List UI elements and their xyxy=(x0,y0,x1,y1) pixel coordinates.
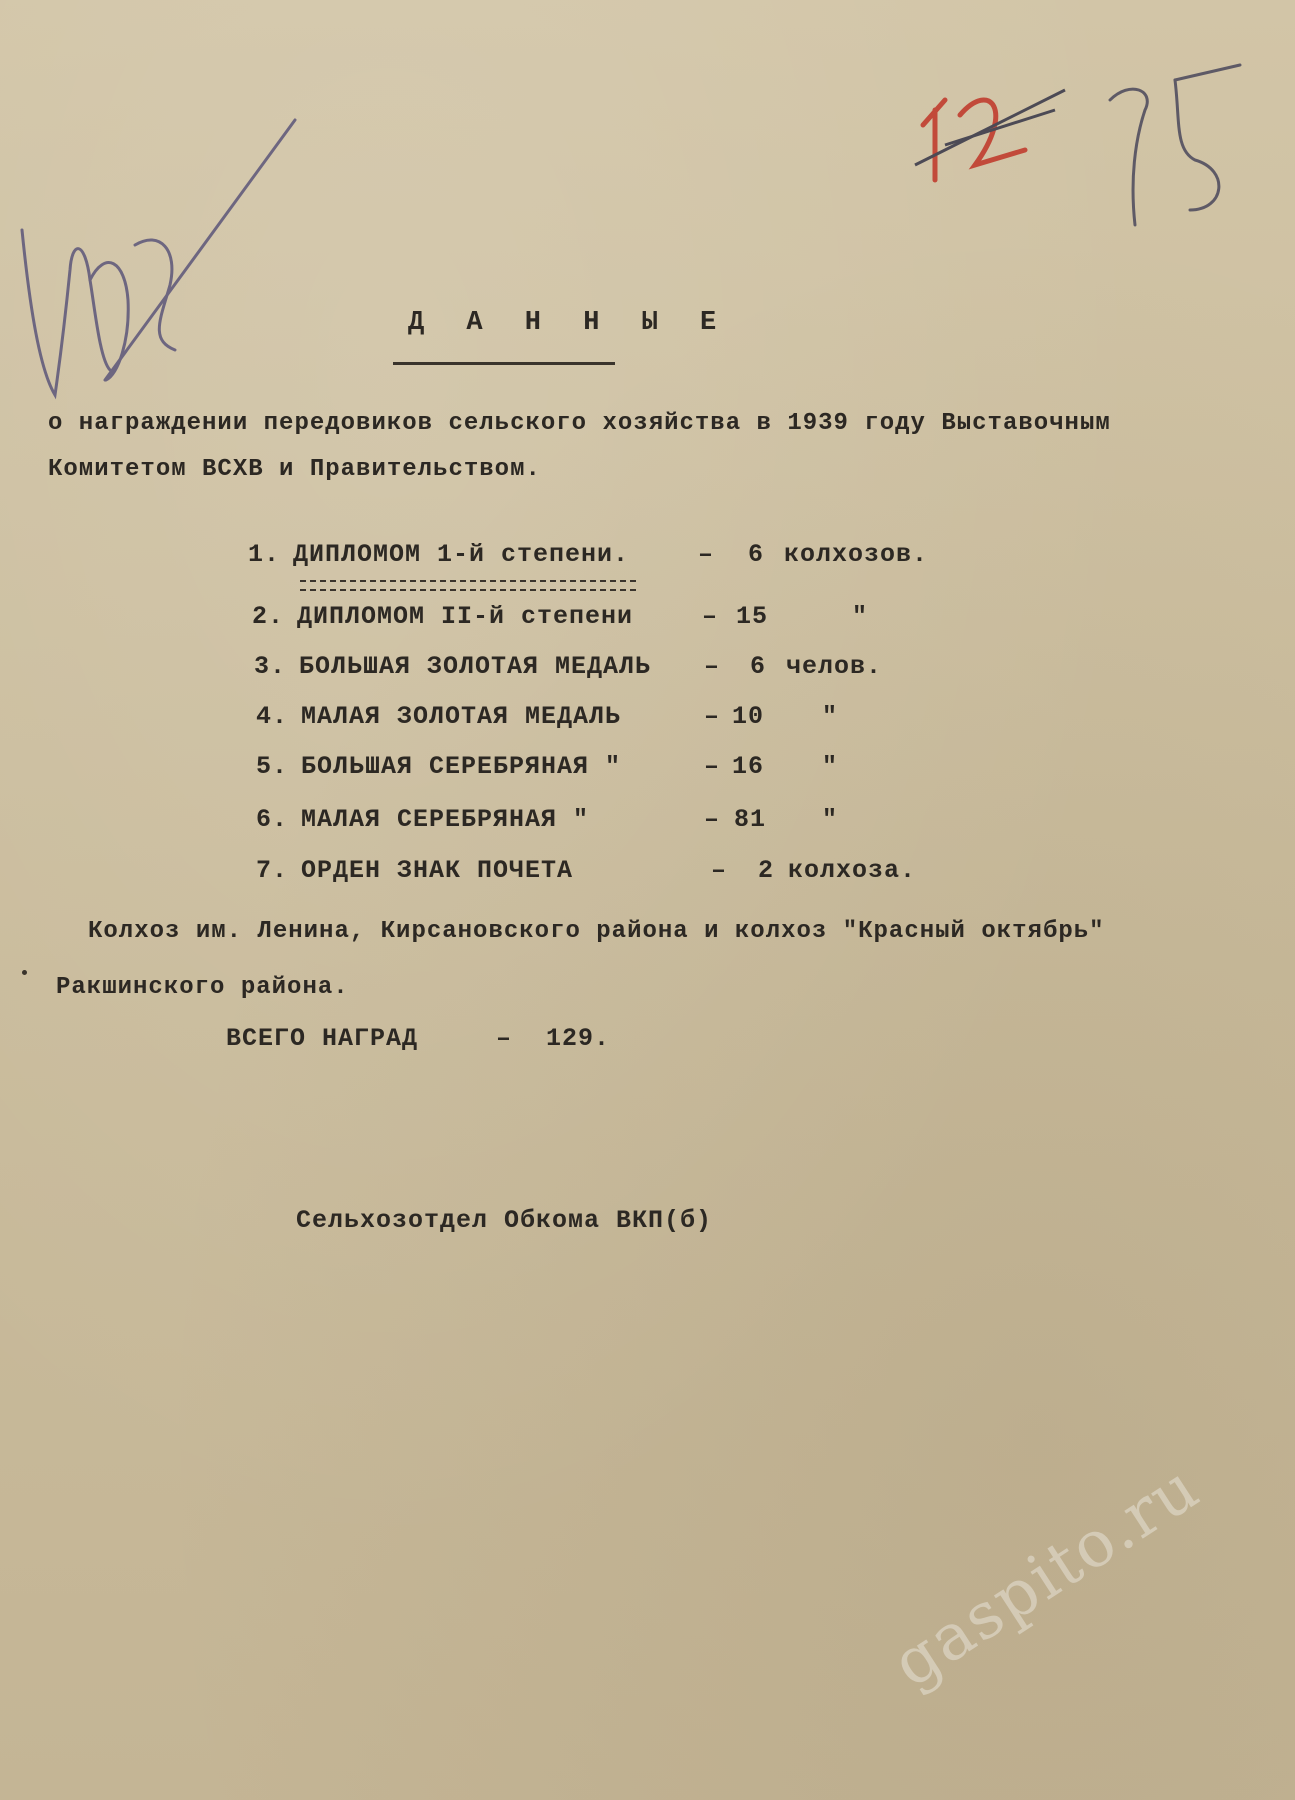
award-count: 15 xyxy=(736,602,769,631)
award-name: БОЛЬШАЯ ЗОЛОТАЯ МЕДАЛЬ xyxy=(299,652,652,681)
award-unit: челов. xyxy=(786,652,883,681)
handwritten-red-number xyxy=(905,70,1085,190)
award-unit: колхозов. xyxy=(784,540,929,569)
award-dash: – xyxy=(702,602,719,631)
award-name: БОЛЬШАЯ СЕРЕБРЯНАЯ " xyxy=(301,752,622,781)
award-number: 1. xyxy=(248,540,281,569)
total-dash: – xyxy=(496,1024,513,1053)
award-count: 6 xyxy=(750,652,767,681)
award-dash: – xyxy=(704,702,721,731)
award-number: 6. xyxy=(256,805,289,834)
note-line-2: Ракшинского района. xyxy=(56,974,349,1001)
award-count: 81 xyxy=(734,805,767,834)
award-name: МАЛАЯ ЗОЛОТАЯ МЕДАЛЬ xyxy=(301,702,622,731)
total-label: ВСЕГО НАГРАД xyxy=(226,1024,419,1053)
intro-line-1: о награждении передовиков сельского хозяйства в 1939 году Выставочным xyxy=(48,410,1111,437)
award-dash: – xyxy=(698,540,715,569)
award-number: 2. xyxy=(252,602,285,631)
award-name: ОРДЕН ЗНАК ПОЧЕТА xyxy=(301,856,574,885)
award-number: 4. xyxy=(256,702,289,731)
award-name: МАЛАЯ СЕРЕБРЯНАЯ " xyxy=(301,805,590,834)
award-unit: " xyxy=(822,805,839,834)
award-count: 10 xyxy=(732,702,765,731)
award-name: ДИПЛОМОМ II-й степени xyxy=(297,602,634,631)
handwritten-top-right-number xyxy=(1100,60,1250,230)
total-value: 129. xyxy=(546,1024,611,1053)
ink-dot xyxy=(22,970,27,975)
award-dash: – xyxy=(711,856,728,885)
document-title: Д А Н Н Ы Е xyxy=(408,308,730,338)
award-count: 16 xyxy=(732,752,765,781)
award-unit: " xyxy=(822,702,839,731)
award-1-double-underline xyxy=(300,580,636,591)
award-number: 5. xyxy=(256,752,289,781)
note-line-1: Колхоз им. Ленина, Кирсановского района и колхоз "Красный октябрь" xyxy=(88,918,1105,945)
title-underline xyxy=(393,362,615,365)
award-count: 6 xyxy=(748,540,765,569)
award-dash: – xyxy=(704,652,721,681)
award-unit: " xyxy=(852,602,869,631)
award-number: 7. xyxy=(256,856,289,885)
award-dash: – xyxy=(704,805,721,834)
award-name: ДИПЛОМОМ 1-й степени. xyxy=(293,540,630,569)
intro-line-2: Комитетом ВСХВ и Правительством. xyxy=(48,456,541,483)
award-count: 2 xyxy=(758,856,775,885)
award-unit: " xyxy=(822,752,839,781)
award-unit: колхоза. xyxy=(788,856,917,885)
award-number: 3. xyxy=(254,652,287,681)
handwritten-left-number xyxy=(10,110,300,410)
signature-department: Сельхозотдел Обкома ВКП(б) xyxy=(296,1206,713,1235)
watermark-text: gaspito.ru xyxy=(880,1450,1213,1703)
award-dash: – xyxy=(704,752,721,781)
